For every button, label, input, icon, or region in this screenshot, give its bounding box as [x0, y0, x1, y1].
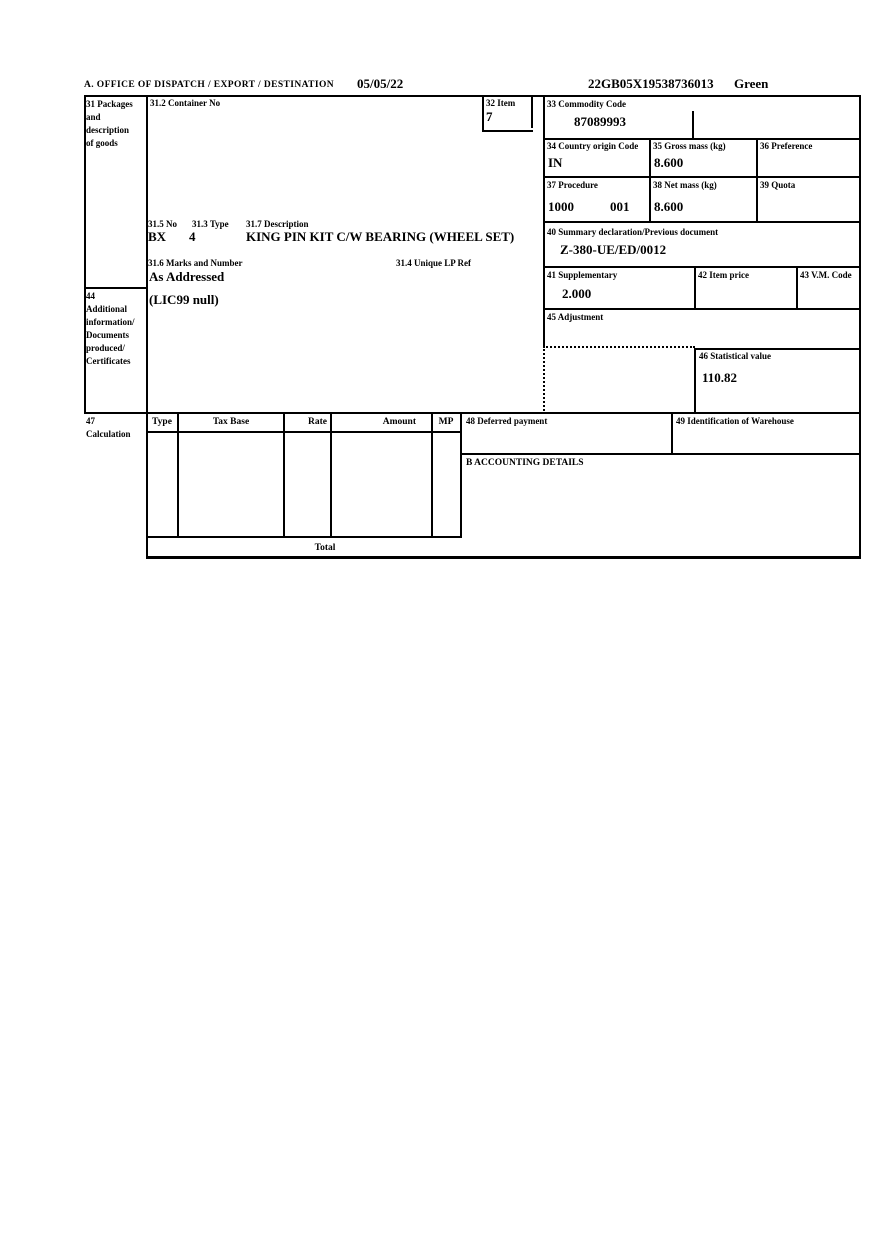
box39-quota-label: 39 Quota — [760, 180, 796, 190]
rule-box32-left — [482, 95, 484, 132]
box32-item-value: 7 — [486, 109, 493, 124]
rule-mid-divider — [84, 412, 861, 414]
rule-box41-row-bottom — [543, 308, 861, 310]
office-of-dispatch-label: A. OFFICE OF DISPATCH / EXPORT / DESTINATION — [84, 80, 335, 90]
box37-procedure-value1: 1000 — [548, 199, 574, 214]
rule-box46-top — [694, 348, 861, 350]
box48-deferred-payment-label: 48 Deferred payment — [466, 416, 548, 426]
rule-box46-left — [694, 348, 696, 414]
box44-label-line2: Additional — [86, 304, 128, 314]
box42-item-price-label: 42 Item price — [698, 270, 749, 280]
rule-top — [84, 95, 861, 97]
box31-6-marks-value: As Addressed — [149, 269, 225, 284]
box38-net-mass-label: 38 Net mass (kg) — [653, 180, 717, 190]
box34-country-origin-label: 34 Country origin Code — [547, 141, 639, 151]
rule-table-col2 — [283, 412, 285, 538]
rule-col2 — [543, 95, 545, 348]
box43-vm-code-label: 43 V.M. Code — [800, 270, 852, 280]
rule-table-header-bottom — [146, 431, 462, 433]
calc-total-label: Total — [314, 543, 336, 553]
box49-warehouse-label: 49 Identification of Warehouse — [676, 416, 794, 426]
box31-3-type-value: 4 — [189, 229, 196, 244]
rule-box45-dotted-bottom — [543, 346, 695, 348]
rule-box48-49-divider — [671, 412, 673, 455]
calc-header-type: Type — [152, 417, 172, 427]
rule-box48-49-bottom — [460, 453, 861, 455]
box33-commodity-code-label: 33 Commodity Code — [547, 99, 626, 109]
rule-box42-43-divider — [796, 266, 798, 310]
rule-table-col4 — [431, 412, 433, 538]
rule-box32-bottom — [482, 130, 533, 132]
box38-net-mass-value: 8.600 — [654, 199, 684, 214]
box32-item-label: 32 Item — [486, 98, 516, 108]
rule-box33-tick — [692, 111, 694, 140]
rule-table-col3 — [330, 412, 332, 538]
box31-3-type-label: 31.3 Type — [192, 219, 229, 229]
box31-7-description-label: 31.7 Description — [246, 219, 309, 229]
box31-5-no-label: 31.5 No — [148, 219, 177, 229]
rule-box31-44-divider — [84, 287, 148, 289]
box36-preference-label: 36 Preference — [760, 141, 813, 151]
box44-label-line1: 44 — [86, 291, 95, 301]
box35-gross-mass-value: 8.600 — [654, 155, 684, 170]
box46-statistical-value-label: 46 Statistical value — [699, 351, 771, 361]
calc-header-tax-base: Tax Base — [212, 417, 250, 427]
calc-header-mp: MP — [438, 417, 454, 427]
box40-summary-declaration-label: 40 Summary declaration/Previous document — [547, 227, 719, 237]
box31-6-marks-label: 31.6 Marks and Number — [148, 258, 243, 268]
rule-box40-bottom — [543, 266, 861, 268]
box34-country-origin-value: IN — [548, 155, 563, 170]
rule-box33-bottom — [543, 138, 861, 140]
box44-label-line3: information/ — [86, 317, 135, 327]
rule-box32-right — [531, 95, 533, 128]
rule-box34-row-bottom — [543, 176, 861, 178]
calc-header-amount: Amount — [382, 417, 416, 427]
box33-commodity-code-value: 87089993 — [574, 114, 626, 129]
rule-box37-row-bottom — [543, 221, 861, 223]
box31-label-line4: of goods — [86, 138, 118, 148]
rule-box35-36-divider — [756, 138, 758, 223]
box41-supplementary-value: 2.000 — [562, 286, 592, 301]
box47-label-line2: Calculation — [86, 429, 131, 439]
box45-adjustment-label: 45 Adjustment — [547, 312, 604, 322]
box44-label-line4: Documents — [86, 330, 129, 340]
box31-2-container-no-label: 31.2 Container No — [150, 98, 221, 108]
declaration-reference: 22GB05X19538736013 — [588, 76, 714, 91]
box47-label-line1: 47 — [86, 416, 95, 426]
rule-col2-dotted — [543, 346, 545, 414]
box37-procedure-label: 37 Procedure — [547, 180, 598, 190]
box31-label-line2: and — [86, 112, 101, 122]
rule-box34-35-divider — [649, 138, 651, 223]
rule-box41-42-divider — [694, 266, 696, 310]
box40-summary-declaration-value: Z-380-UE/ED/0012 — [560, 242, 667, 257]
rule-table-body-bottom — [146, 536, 462, 538]
declaration-date: 05/05/22 — [357, 76, 404, 91]
box35-gross-mass-label: 35 Gross mass (kg) — [653, 141, 726, 151]
boxB-accounting-details-label: B ACCOUNTING DETAILS — [466, 458, 584, 468]
box46-statistical-value: 110.82 — [702, 370, 738, 385]
box31-7-description-value: KING PIN KIT C/W BEARING (WHEEL SET) — [246, 229, 515, 244]
box31-4-unique-lp-ref-label: 31.4 Unique LP Ref — [396, 258, 472, 268]
rule-table-right — [460, 412, 462, 538]
box41-supplementary-label: 41 Supplementary — [547, 270, 618, 280]
rule-col1 — [146, 95, 148, 559]
box31-5-no-value: BX — [148, 229, 167, 244]
rule-bottom — [146, 556, 861, 559]
box44-label-line5: produced/ — [86, 343, 125, 353]
routing-status: Green — [734, 76, 769, 91]
box44-additional-info-value: (LIC99 null) — [149, 292, 219, 307]
box31-label-line3: description — [86, 125, 130, 135]
box37-procedure-value2: 001 — [610, 199, 630, 214]
rule-table-col1 — [177, 412, 179, 538]
box31-label-line1: 31 Packages — [86, 99, 133, 109]
rule-right-edge — [859, 95, 861, 559]
box44-label-line6: Certificates — [86, 356, 131, 366]
calc-header-rate: Rate — [308, 417, 327, 427]
